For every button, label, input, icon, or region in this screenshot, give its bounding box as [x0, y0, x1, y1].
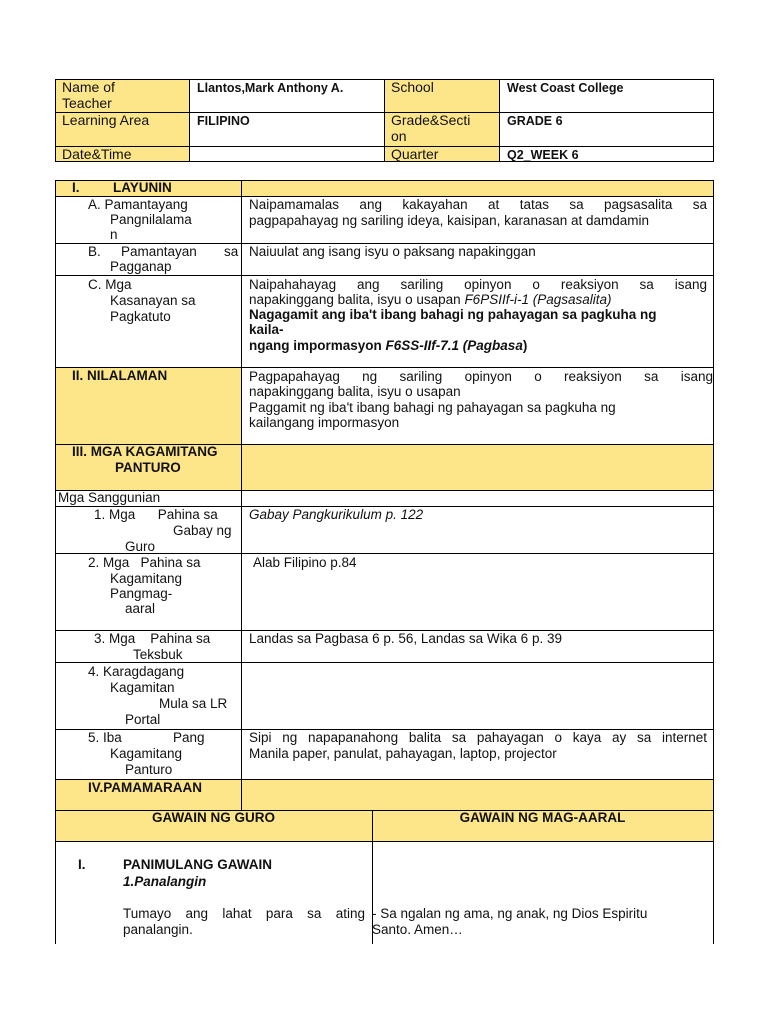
nilalaman-text-2: napakinggang balita, isyu o usapan — [249, 384, 461, 399]
learning-area-label: Learning Area — [62, 112, 150, 128]
grade-section-value: GRADE 6 — [507, 114, 563, 128]
kasanayan-text-2 — [249, 292, 612, 308]
kasanayan-text-1: Naipahahayag ang sariling opinyon o reaksiyon sa isang — [249, 277, 707, 292]
pamantayang-pangnilalaman-label-2: Pangnilalama — [110, 212, 192, 227]
nilalaman-text-3: Paggamit ng iba't ibang bahagi ng pahayagan sa pagkuha ng — [249, 400, 616, 415]
school-label: School — [391, 79, 434, 95]
gawain-aaral-header: GAWAIN NG MAG-AARAL — [459, 810, 626, 825]
kasanayan-text-4: kaila- — [249, 322, 284, 337]
kasanayan-label-2: Kasanayan sa — [110, 293, 196, 308]
kasanayan-label-1: C. Mga — [88, 277, 132, 292]
kasanayan-code-1: F6PSIIf-i-1 (Pagsasalita) — [464, 292, 612, 307]
kagamitan-heading: III. MGA KAGAMITANG — [72, 444, 218, 459]
school-value: West Coast College — [507, 81, 624, 95]
grade-section-label-cont: on — [391, 128, 407, 144]
sanggunian-label: Mga Sanggunian — [58, 490, 161, 505]
pangmag-aaral-text: Alab Filipino p.84 — [253, 555, 357, 570]
panalangin-title: 1.Panalangin — [123, 874, 207, 889]
pamantayan-pagganap-label-word: Pamantayan — [121, 244, 197, 259]
iba-pang-label-1b: Pang — [173, 730, 205, 745]
pamantayang-pangnilalaman-label-3: n — [110, 227, 118, 242]
kasanayan-code-2: F6SS-IIf-7.1 (Pagbasa — [385, 338, 523, 353]
kasanayan-text-5 — [249, 338, 527, 354]
pangmag-aaral-label-1: 2. Mga Pahina sa — [88, 555, 201, 570]
gabay-guro-label-1: 1. Mga Pahina sa — [94, 507, 218, 522]
lr-portal-label-2: Kagamitan — [110, 680, 175, 695]
pamantayang-pangnilalaman-text-1: Naipamamalas ang kakayahan at tatas sa pagsasalita sa — [249, 197, 707, 212]
kasanayan-label-3: Pagkatuto — [110, 309, 171, 324]
teksbuk-text: Landas sa Pagbasa 6 p. 56, Landas sa Wika 6 p. 39 — [249, 631, 562, 646]
pamantayang-pangnilalaman-text-2: pagpapahayag ng sariling ideya, kaisipan, karanasan at damdamin — [249, 213, 650, 228]
teacher-label: Name of — [62, 79, 115, 95]
quarter-label: Quarter — [391, 146, 439, 162]
gabay-guro-label-2: Gabay ng — [173, 523, 232, 538]
gabay-guro-label-3: Guro — [125, 539, 156, 554]
gawain-guro-header: GAWAIN NG GURO — [151, 810, 275, 825]
kagamitan-heading-2: PANTURO — [115, 460, 181, 475]
teacher-value: Llantos,Mark Anthony A. — [197, 81, 344, 95]
pamantayang-pangnilalaman-label: A. Pamantayang — [88, 197, 188, 212]
aaral-text-1: - Sa ngalan ng ama, ng anak, ng Dios Espiritu — [372, 906, 648, 921]
layunin-number: I. — [72, 180, 80, 195]
pamantayan-pagganap-text: Naiuulat ang isang isyu o paksang napakinggan — [249, 244, 536, 259]
teacher-label-cont: Teacher — [62, 95, 112, 111]
teksbuk-label-1: 3. Mga Pahina sa — [94, 631, 211, 646]
lr-portal-label-3: Mula sa LR — [159, 696, 228, 711]
kasanayan-code-2-close: ) — [522, 338, 528, 353]
nilalaman-text-4: kailangang impormasyon — [249, 415, 400, 430]
pamantayan-pagganap-label-sa: sa — [224, 244, 239, 259]
teksbuk-label-2: Teksbuk — [133, 647, 183, 662]
learning-area-value: FILIPINO — [197, 114, 250, 128]
gabay-guro-text: Gabay Pangkurikulum p. 122 — [249, 507, 424, 522]
kasanayan-text-5-main: ngang impormasyon — [249, 338, 382, 353]
pangmag-aaral-label-3: Pangmag- — [110, 586, 173, 601]
quarter-value: Q2_WEEK 6 — [507, 148, 579, 162]
nilalaman-text-1: Pagpapahayag ng sariling opinyon o reaksiyon sa isang — [249, 369, 713, 384]
panimulang-gawain-number: I. — [78, 857, 86, 872]
iba-pang-text-2: Manila paper, panulat, pahayagan, laptop, projector — [249, 746, 557, 761]
guro-text-1: Tumayo ang lahat para sa ating — [123, 906, 365, 921]
iba-pang-label-1: 5. Iba — [88, 730, 122, 745]
lr-portal-label-4: Portal — [125, 712, 161, 727]
iba-pang-label-3: Panturo — [125, 762, 173, 777]
iba-pang-label-2: Kagamitang — [110, 746, 183, 761]
kasanayan-text-2-main: napakinggang balita, isyu o usapan — [249, 292, 461, 307]
lr-portal-label-1: 4. Karagdagang — [88, 664, 185, 679]
pangmag-aaral-label-2: Kagamitang — [110, 571, 183, 586]
pamantayan-pagganap-label-2: Pagganap — [110, 259, 172, 274]
grade-section-label: Grade&Secti — [391, 112, 471, 128]
kasanayan-text-3: Nagagamit ang iba't ibang bahagi ng pahayagan sa pagkuha ng — [249, 307, 657, 322]
nilalaman-heading: II. NILALAMAN — [72, 368, 168, 383]
aaral-text-2: Santo. Amen… — [372, 922, 463, 937]
date-time-label: Date&Time — [62, 146, 132, 162]
layunin-heading: LAYUNIN — [113, 180, 172, 195]
panimulang-gawain-title: PANIMULANG GAWAIN — [123, 857, 272, 872]
iba-pang-text-1: Sipi ng napapanahong balita sa pahayagan o kaya ay sa internet — [249, 730, 707, 745]
pamantayan-pagganap-label-b: B. — [88, 244, 101, 259]
guro-text-2: panalangin. — [123, 922, 193, 937]
pangmag-aaral-label-4: aaral — [125, 601, 156, 616]
pamamaraan-heading: IV.PAMAMARAAN — [88, 780, 203, 795]
